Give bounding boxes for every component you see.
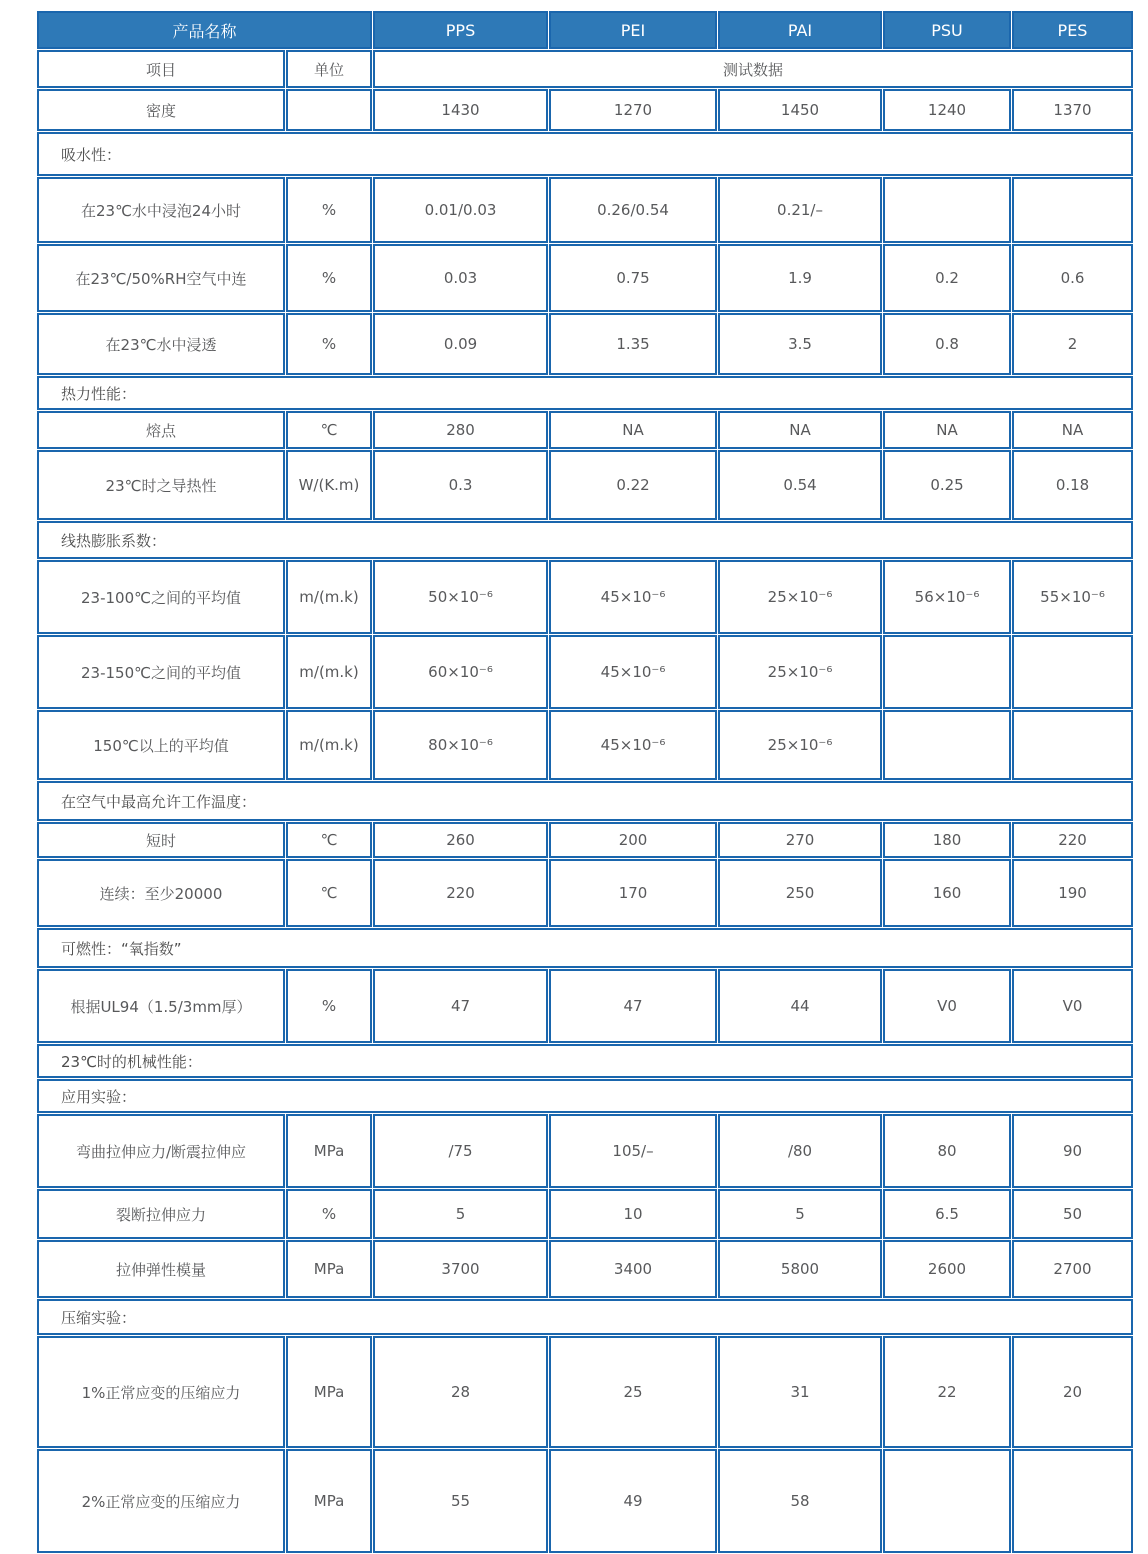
value-cell: [1012, 177, 1133, 243]
value-cell: 50×10⁻⁶: [373, 560, 548, 634]
table-row: [37, 411, 1133, 449]
table-row: [37, 1240, 1133, 1298]
unit-cell: m/(m.k): [286, 635, 372, 709]
section-row: [37, 1299, 1133, 1335]
value-cell: 0.25: [883, 450, 1011, 520]
section-label: 应用实验：: [37, 1079, 1133, 1113]
section-row: [37, 928, 1133, 968]
table-row: [37, 710, 1133, 780]
unit-cell: m/(m.k): [286, 560, 372, 634]
value-cell: NA: [883, 411, 1011, 449]
table-row: [37, 1336, 1133, 1448]
value-cell: 55: [373, 1449, 548, 1553]
product-column-pei: PEI: [549, 11, 717, 49]
unit-cell: %: [286, 1189, 372, 1239]
table-row: [37, 635, 1133, 709]
unit-cell: [286, 89, 372, 131]
value-cell: 1240: [883, 89, 1011, 131]
unit-cell: ℃: [286, 822, 372, 858]
unit-cell: %: [286, 244, 372, 312]
value-cell: 180: [883, 822, 1011, 858]
value-cell: V0: [883, 969, 1011, 1043]
value-cell: 2700: [1012, 1240, 1133, 1298]
section-label: 在空气中最高允许工作温度：: [37, 781, 1133, 821]
value-cell: 3700: [373, 1240, 548, 1298]
value-cell: 5800: [718, 1240, 882, 1298]
section-row: [37, 132, 1133, 176]
value-cell: 1430: [373, 89, 548, 131]
value-cell: [883, 1449, 1011, 1553]
value-cell: 0.22: [549, 450, 717, 520]
section-label: 压缩实验：: [37, 1299, 1133, 1335]
unit-cell: %: [286, 177, 372, 243]
item-cell: 150℃以上的平均值: [37, 710, 285, 780]
table-row: [37, 1189, 1133, 1239]
item-cell: 连续：至少20000: [37, 859, 285, 927]
value-cell: 80: [883, 1114, 1011, 1188]
product-name-header: 产品名称: [37, 11, 372, 49]
section-label: 热力性能：: [37, 376, 1133, 410]
item-cell: 熔点: [37, 411, 285, 449]
value-cell: 22: [883, 1336, 1011, 1448]
value-cell: 160: [883, 859, 1011, 927]
table-row: [37, 1114, 1133, 1188]
value-cell: 3.5: [718, 313, 882, 375]
value-cell: 5: [373, 1189, 548, 1239]
spec-table-body: [37, 89, 1133, 1553]
item-cell: 23℃时之导热性: [37, 450, 285, 520]
unit-cell: MPa: [286, 1240, 372, 1298]
value-cell: 260: [373, 822, 548, 858]
value-cell: 170: [549, 859, 717, 927]
item-cell: 23-100℃之间的平均值: [37, 560, 285, 634]
value-cell: 0.09: [373, 313, 548, 375]
value-cell: 1.35: [549, 313, 717, 375]
unit-cell: ℃: [286, 411, 372, 449]
product-column-pes: PES: [1012, 11, 1133, 49]
item-cell: 拉伸弹性模量: [37, 1240, 285, 1298]
product-column-pps: PPS: [373, 11, 548, 49]
value-cell: 0.18: [1012, 450, 1133, 520]
value-cell: 10: [549, 1189, 717, 1239]
table-row: [37, 89, 1133, 131]
value-cell: [883, 710, 1011, 780]
value-cell: 0.3: [373, 450, 548, 520]
value-cell: 56×10⁻⁶: [883, 560, 1011, 634]
value-cell: NA: [718, 411, 882, 449]
value-cell: 0.2: [883, 244, 1011, 312]
value-cell: 0.01/0.03: [373, 177, 548, 243]
item-cell: 1%正常应变的压缩应力: [37, 1336, 285, 1448]
value-cell: 47: [549, 969, 717, 1043]
value-cell: 45×10⁻⁶: [549, 710, 717, 780]
section-row: [37, 376, 1133, 410]
sub-header-row: [37, 50, 1133, 88]
value-cell: 25×10⁻⁶: [718, 635, 882, 709]
value-cell: 270: [718, 822, 882, 858]
value-cell: 47: [373, 969, 548, 1043]
value-cell: 0.21/–: [718, 177, 882, 243]
unit-cell: W/(K.m): [286, 450, 372, 520]
value-cell: 2600: [883, 1240, 1011, 1298]
table-row: [37, 822, 1133, 858]
value-cell: 250: [718, 859, 882, 927]
value-cell: 0.26/0.54: [549, 177, 717, 243]
value-cell: 25×10⁻⁶: [718, 710, 882, 780]
value-cell: 0.8: [883, 313, 1011, 375]
item-cell: 2%正常应变的压缩应力: [37, 1449, 285, 1553]
unit-cell: MPa: [286, 1449, 372, 1553]
section-label: 23℃时的机械性能：: [37, 1044, 1133, 1078]
table-row: [37, 450, 1133, 520]
item-cell: 在23℃/50%RH空气中连: [37, 244, 285, 312]
table-row: [37, 560, 1133, 634]
value-cell: 45×10⁻⁶: [549, 560, 717, 634]
unit-cell: %: [286, 969, 372, 1043]
value-cell: 280: [373, 411, 548, 449]
section-row: [37, 781, 1133, 821]
value-cell: 80×10⁻⁶: [373, 710, 548, 780]
product-column-psu: PSU: [883, 11, 1011, 49]
value-cell: [1012, 1449, 1133, 1553]
section-row: [37, 1044, 1133, 1078]
value-cell: 0.54: [718, 450, 882, 520]
value-cell: 55×10⁻⁶: [1012, 560, 1133, 634]
item-cell: 裂断拉伸应力: [37, 1189, 285, 1239]
value-cell: 190: [1012, 859, 1133, 927]
item-cell: 短时: [37, 822, 285, 858]
value-cell: 220: [373, 859, 548, 927]
section-row: [37, 521, 1133, 559]
item-cell: 在23℃水中浸泡24小时: [37, 177, 285, 243]
value-cell: [1012, 710, 1133, 780]
section-label: 线热膨胀系数：: [37, 521, 1133, 559]
value-cell: 3400: [549, 1240, 717, 1298]
value-cell: 90: [1012, 1114, 1133, 1188]
unit-cell: MPa: [286, 1114, 372, 1188]
value-cell: [1012, 635, 1133, 709]
value-cell: 220: [1012, 822, 1133, 858]
value-cell: /80: [718, 1114, 882, 1188]
table-row: [37, 969, 1133, 1043]
value-cell: NA: [1012, 411, 1133, 449]
value-cell: 1.9: [718, 244, 882, 312]
value-cell: /75: [373, 1114, 548, 1188]
value-cell: 28: [373, 1336, 548, 1448]
section-row: [37, 1079, 1133, 1113]
product-column-pai: PAI: [718, 11, 882, 49]
unit-cell: m/(m.k): [286, 710, 372, 780]
item-cell: 在23℃水中浸透: [37, 313, 285, 375]
value-cell: 2: [1012, 313, 1133, 375]
value-cell: 1450: [718, 89, 882, 131]
value-cell: 105/–: [549, 1114, 717, 1188]
value-cell: 50: [1012, 1189, 1133, 1239]
spec-table: [36, 10, 1134, 1554]
value-cell: 5: [718, 1189, 882, 1239]
table-row: [37, 313, 1133, 375]
value-cell: 45×10⁻⁶: [549, 635, 717, 709]
item-cell: 密度: [37, 89, 285, 131]
table-row: [37, 859, 1133, 927]
value-cell: 25: [549, 1336, 717, 1448]
table-row: [37, 244, 1133, 312]
value-cell: [883, 635, 1011, 709]
table-row: [37, 1449, 1133, 1553]
value-cell: NA: [549, 411, 717, 449]
item-header: 项目: [37, 50, 285, 88]
unit-cell: ℃: [286, 859, 372, 927]
item-cell: 23-150℃之间的平均值: [37, 635, 285, 709]
value-cell: 49: [549, 1449, 717, 1553]
value-cell: 58: [718, 1449, 882, 1553]
value-cell: 31: [718, 1336, 882, 1448]
unit-cell: %: [286, 313, 372, 375]
value-cell: 1270: [549, 89, 717, 131]
section-label: 吸水性：: [37, 132, 1133, 176]
unit-header: 单位: [286, 50, 372, 88]
section-label: 可燃性：“氧指数”: [37, 928, 1133, 968]
value-cell: 0.6: [1012, 244, 1133, 312]
value-cell: 60×10⁻⁶: [373, 635, 548, 709]
product-header-row: [37, 11, 1133, 49]
value-cell: 20: [1012, 1336, 1133, 1448]
item-cell: 弯曲拉伸应力/断震拉伸应: [37, 1114, 285, 1188]
value-cell: 0.03: [373, 244, 548, 312]
test-data-header: 测试数据: [373, 50, 1133, 88]
value-cell: 6.5: [883, 1189, 1011, 1239]
value-cell: 1370: [1012, 89, 1133, 131]
unit-cell: MPa: [286, 1336, 372, 1448]
value-cell: 200: [549, 822, 717, 858]
item-cell: 根据UL94（1.5/3mm厚）: [37, 969, 285, 1043]
value-cell: 44: [718, 969, 882, 1043]
table-row: [37, 177, 1133, 243]
value-cell: 25×10⁻⁶: [718, 560, 882, 634]
value-cell: 0.75: [549, 244, 717, 312]
value-cell: [883, 177, 1011, 243]
value-cell: V0: [1012, 969, 1133, 1043]
